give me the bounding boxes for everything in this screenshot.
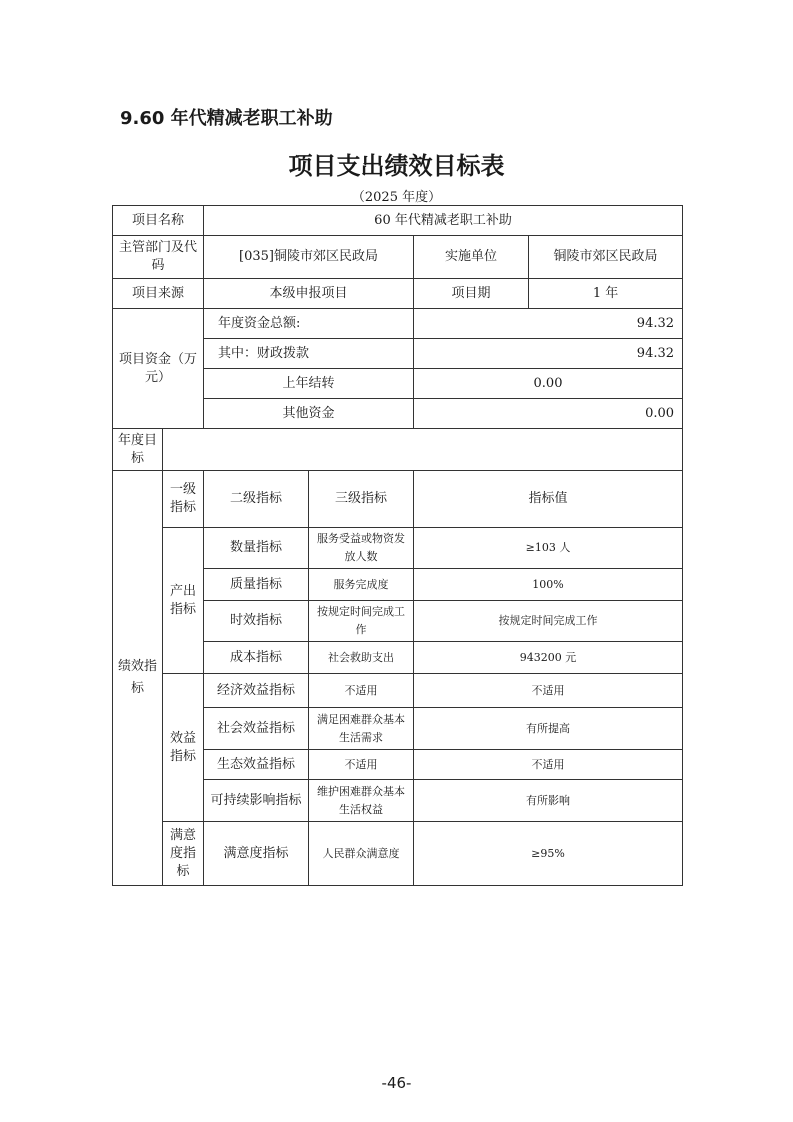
header-level3: 三级指标 (309, 471, 414, 528)
funds-carry-label: 上年结转 (204, 369, 414, 399)
table-row (113, 528, 683, 569)
table-row (113, 279, 683, 309)
indicator-l3: 不适用 (309, 674, 414, 708)
funds-carry-value: 0.00 (414, 369, 683, 399)
output-label: 产出指标 (163, 528, 204, 674)
project-name-label: 项目名称 (113, 206, 204, 236)
funds-other-value: 0.00 (414, 399, 683, 429)
indicator-l2: 经济效益指标 (204, 674, 309, 708)
indicator-l3: 维护困难群众基本生活权益 (309, 780, 414, 822)
page-number: -46- (381, 1074, 412, 1092)
indicator-l2: 数量指标 (204, 528, 309, 569)
indicator-value: 不适用 (414, 674, 683, 708)
indicator-l3: 满足困难群众基本生活需求 (309, 708, 414, 750)
indicator-value: ≥103 人 (414, 528, 683, 569)
indicator-value: 有所提高 (414, 708, 683, 750)
indicator-l3: 不适用 (309, 750, 414, 780)
indicator-l2: 可持续影响指标 (204, 780, 309, 822)
table-row (113, 822, 683, 886)
indicator-l3: 按规定时间完成工作 (309, 601, 414, 642)
indicator-l3: 人民群众满意度 (309, 822, 414, 886)
period-label: 项目期 (414, 279, 529, 309)
indicator-l2: 社会效益指标 (204, 708, 309, 750)
indicator-l2: 质量指标 (204, 569, 309, 601)
table-row (113, 429, 683, 471)
funds-label: 项目资金（万元） (113, 309, 204, 429)
indicator-value: 100% (414, 569, 683, 601)
table-year: （2025 年度） (351, 190, 442, 205)
funds-fiscal-label: 其中：财政拨款 (204, 339, 414, 369)
unit-value: 铜陵市郊区民政局 (529, 236, 683, 279)
header-level1: 一级指标 (163, 471, 204, 528)
indicator-l3: 服务受益或物资发放人数 (309, 528, 414, 569)
indicator-l2: 时效指标 (204, 601, 309, 642)
funds-total-value: 94.32 (414, 309, 683, 339)
table-row (113, 471, 683, 528)
funds-fiscal-value: 94.32 (414, 339, 683, 369)
table-row (113, 236, 683, 279)
indicator-l3: 社会救助支出 (309, 642, 414, 674)
funds-other-label: 其他资金 (204, 399, 414, 429)
header-level2: 二级指标 (204, 471, 309, 528)
indicator-value: 有所影响 (414, 780, 683, 822)
dept-label: 主管部门及代码 (113, 236, 204, 279)
satisfaction-label: 满意度指标 (163, 822, 204, 886)
source-label: 项目来源 (113, 279, 204, 309)
indicator-l2: 满意度指标 (204, 822, 309, 886)
funds-total-label: 年度资金总额: (204, 309, 414, 339)
unit-label: 实施单位 (414, 236, 529, 279)
indicator-value: ≥95% (414, 822, 683, 886)
benefit-label: 效益指标 (163, 674, 204, 822)
period-value: 1 年 (529, 279, 683, 309)
dept-value: [035]铜陵市郊区民政局 (204, 236, 414, 279)
annual-goal-label: 年度目标 (113, 429, 163, 471)
table-row (113, 206, 683, 236)
annual-goal-value (163, 429, 683, 471)
indicators-section-label: 绩效指标 (113, 471, 163, 886)
source-value: 本级申报项目 (204, 279, 414, 309)
header-value: 指标值 (414, 471, 683, 528)
indicator-value: 按规定时间完成工作 (414, 601, 683, 642)
table-title: 项目支出绩效目标表 (288, 152, 505, 180)
indicator-value: 943200 元 (414, 642, 683, 674)
indicator-value: 不适用 (414, 750, 683, 780)
indicator-l2: 成本指标 (204, 642, 309, 674)
performance-table (112, 205, 683, 886)
table-row (113, 309, 683, 339)
indicator-l2: 生态效益指标 (204, 750, 309, 780)
table-row (113, 674, 683, 708)
section-heading: 9.60 年代精减老职工补助 (120, 108, 333, 129)
project-name-value: 60 年代精减老职工补助 (204, 206, 683, 236)
indicator-l3: 服务完成度 (309, 569, 414, 601)
